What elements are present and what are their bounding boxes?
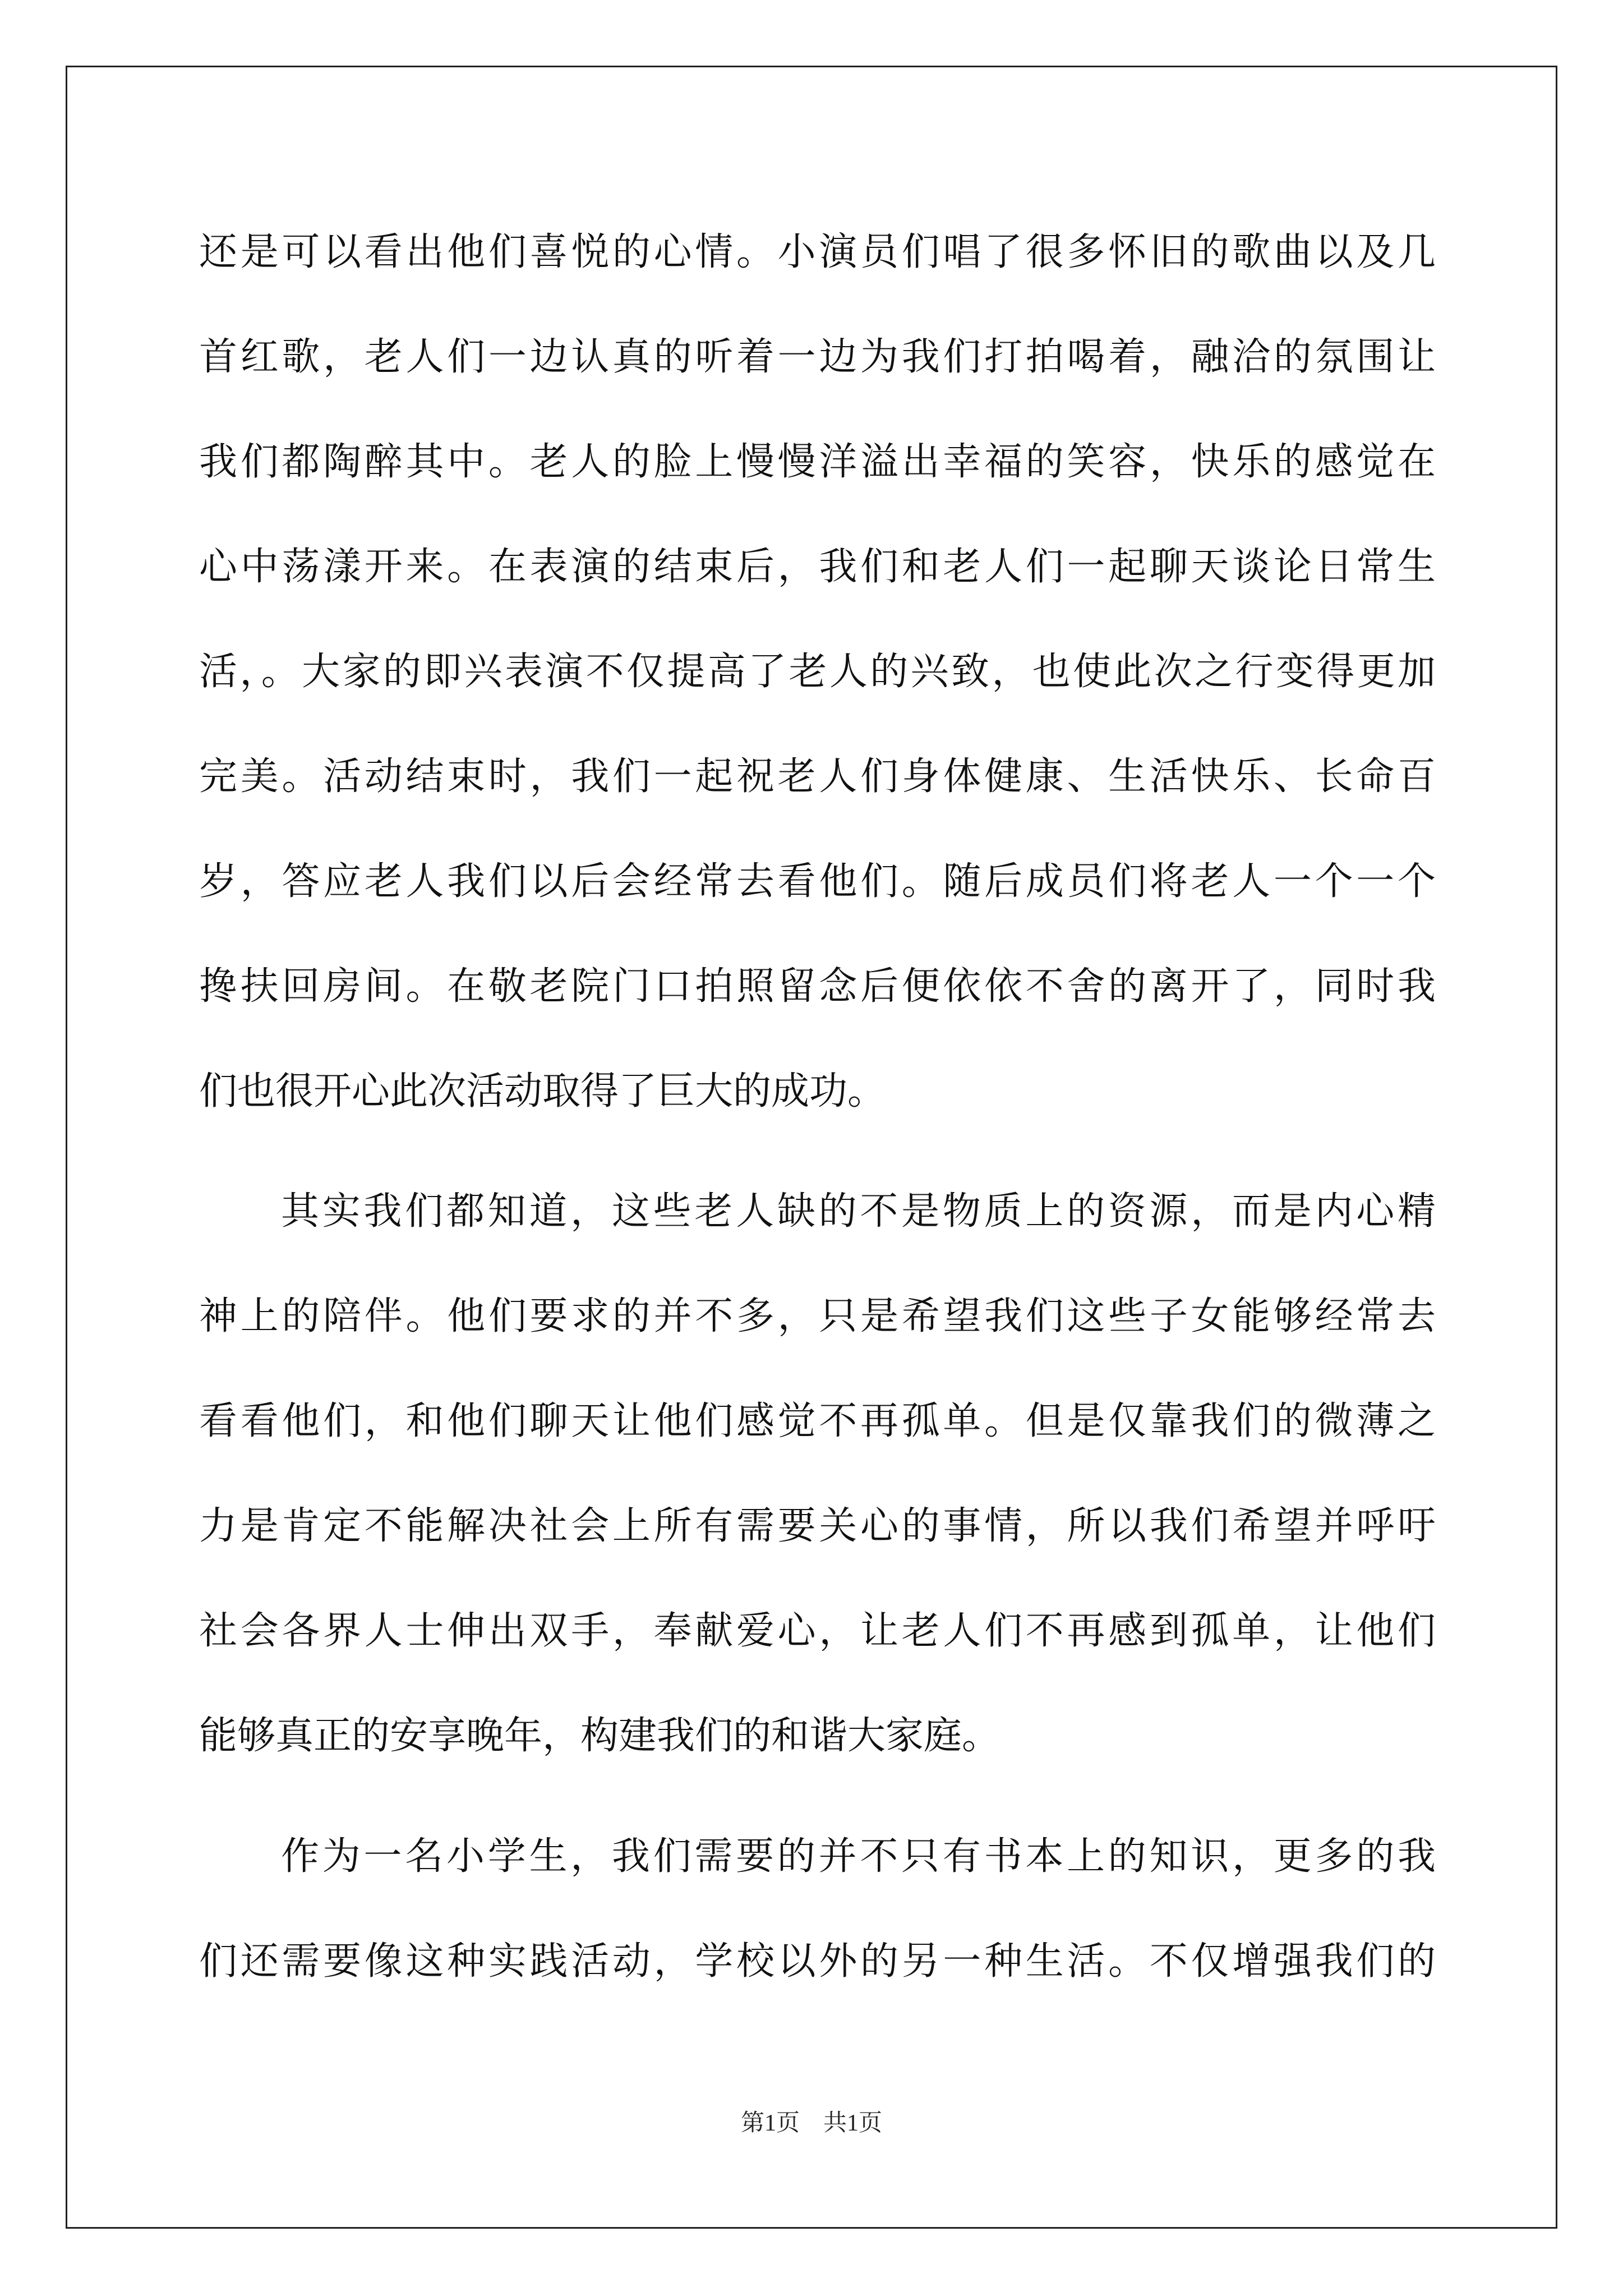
paragraph-line: 还是可以看出他们喜悦的心情。小演员们唱了很多怀旧的歌曲以及几 bbox=[199, 230, 1436, 274]
paragraph-line: 搀扶回房间。在敬老院门口拍照留念后便依依不舍的离开了，同时我 bbox=[199, 964, 1436, 1009]
paragraph-line: 看看他们，和他们聊天让他们感觉不再孤单。但是仅靠我们的微薄之 bbox=[199, 1399, 1436, 1443]
paragraph-line: 岁，答应老人我们以后会经常去看他们。随后成员们将老人一个一个 bbox=[199, 859, 1436, 904]
page-number-footer: 第1页 共1页 bbox=[740, 2110, 882, 2136]
paragraph-line: 作为一名小学生，我们需要的并不只有书本上的知识，更多的我 bbox=[281, 1834, 1436, 1879]
paragraph-line: 们也很开心此次活动取得了巨大的成功。 bbox=[199, 1069, 886, 1114]
paragraph-line: 们还需要像这种实践活动，学校以外的另一种生活。不仅增强我们的 bbox=[199, 1939, 1436, 1984]
paragraph-line: 神上的陪伴。他们要求的并不多，只是希望我们这些子女能够经常去 bbox=[199, 1294, 1436, 1338]
paragraph-line: 其实我们都知道，这些老人缺的不是物质上的资源，而是内心精 bbox=[281, 1189, 1436, 1234]
paragraph-line: 能够真正的安享晚年，构建我们的和谐大家庭。 bbox=[199, 1714, 1000, 1758]
paragraph-line: 力是肯定不能解决社会上所有需要关心的事情，所以我们希望并呼吁 bbox=[199, 1504, 1436, 1548]
paragraph-line: 首红歌，老人们一边认真的听着一边为我们打拍喝着，融洽的氛围让 bbox=[199, 335, 1436, 379]
paragraph-line: 我们都陶醉其中。老人的脸上慢慢洋溢出幸福的笑容，快乐的感觉在 bbox=[199, 440, 1436, 484]
paragraph-line: 社会各界人士伸出双手，奉献爱心，让老人们不再感到孤单，让他们 bbox=[199, 1609, 1436, 1653]
paragraph-line: 活，。大家的即兴表演不仅提高了老人的兴致，也使此次之行变得更加 bbox=[199, 650, 1436, 694]
paragraph-line: 心中荡漾开来。在表演的结束后，我们和老人们一起聊天谈论日常生 bbox=[199, 545, 1436, 589]
paragraph-line: 完美。活动结束时，我们一起祝老人们身体健康、生活快乐、长命百 bbox=[199, 754, 1436, 799]
